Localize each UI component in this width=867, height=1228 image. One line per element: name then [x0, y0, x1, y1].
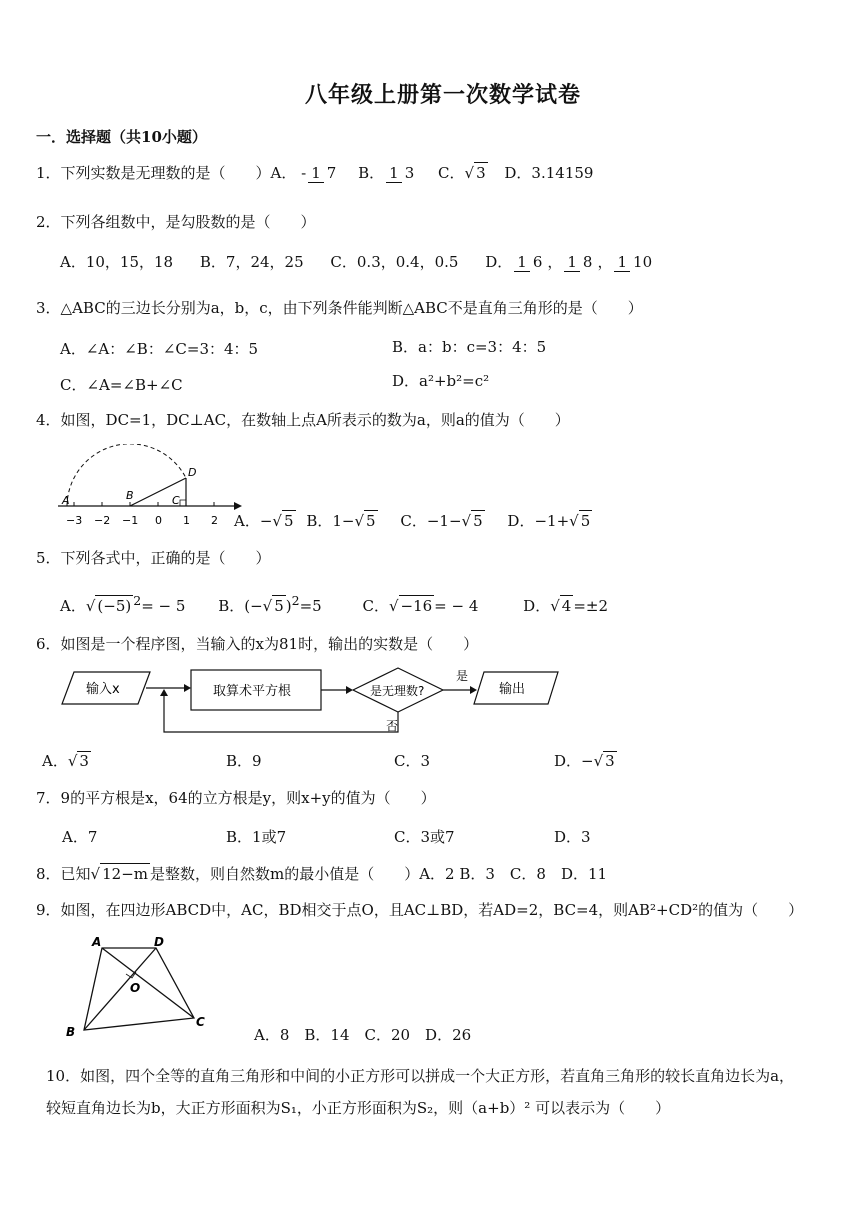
page-title: 八年级上册第一次数学试卷	[305, 82, 582, 108]
q4-a-label: A．	[234, 512, 260, 530]
q1-c-label: C．	[438, 164, 465, 182]
q4-a-sqrt: √ 5	[272, 512, 294, 530]
question-8	[36, 863, 607, 884]
q1-b-fraction: 1 3	[386, 165, 417, 183]
q3-d: D．a²+b²=c²	[392, 372, 490, 390]
q9-label-c: C	[196, 1015, 205, 1029]
q1-a-sign: -	[301, 164, 307, 182]
flow-input-label: 输入x	[86, 682, 120, 697]
q5-b-label: B．	[218, 597, 245, 615]
q5-b-exponent: 2	[291, 593, 300, 608]
q4-b-label: B．	[306, 512, 333, 530]
q9-label-o: O	[130, 981, 141, 995]
q4-label-d: D	[188, 466, 197, 479]
q4-c-sqrt: √ 5	[461, 512, 483, 530]
q5-d-rest: =±2	[573, 597, 608, 615]
question-1	[36, 162, 593, 183]
q4-number-line-figure	[56, 444, 242, 530]
q5-c-rest: = − 4	[434, 597, 479, 615]
q4-b-prefix: 1−	[332, 512, 355, 530]
q1-stem: 1．下列实数是无理数的是（ ）A．	[36, 164, 297, 182]
q2-b: B．7，24，25	[199, 253, 304, 271]
q6-flowchart	[58, 664, 562, 738]
q4-d-sqrt: √ 5	[569, 512, 591, 530]
q4-label-a: A	[62, 494, 70, 507]
q4-tick-3: 0	[155, 514, 162, 527]
flow-yes-label: 是	[456, 669, 469, 683]
q2-d-fraction-3: 1 10	[614, 254, 655, 272]
q3-a: A．∠A：∠B：∠C=3：4：5	[60, 340, 259, 358]
q9-options: A．8 B．14 C．20 D．26	[254, 1026, 472, 1044]
q1-d: D．3.14159	[504, 164, 594, 182]
q8-sqrt: √ 12−m	[90, 865, 148, 883]
q2-c: C．0.3，0.4，0.5	[330, 253, 459, 271]
q5-b-paren: )	[285, 597, 292, 615]
q4-d-prefix: −1+	[534, 512, 570, 530]
q4-tick-1: −2	[94, 514, 111, 527]
q1-b-label: B．	[358, 164, 385, 182]
q4-d-label: D．	[507, 512, 535, 530]
q5-d-sqrt: √ 4	[550, 597, 572, 615]
q3-b: B．a：b：c=3：4：5	[392, 338, 547, 356]
q5-options	[60, 591, 608, 616]
q4-tick-2: −1	[122, 514, 139, 527]
q6-c: C．3	[394, 752, 431, 770]
flow-output-label: 输出	[499, 682, 526, 697]
q2-d-comma-1: ，	[547, 253, 563, 271]
q5-d-label: D．	[523, 597, 551, 615]
q4-c-label: C．	[400, 512, 427, 530]
q7-c: C．3或7	[394, 828, 455, 846]
question-9-stem: 9．如图，在四边形ABCD中，AC，BD相交于点O，且AC⊥BD，若AD=2，BC=4，则AB²+CD²的值为（ ）	[36, 901, 804, 919]
question-7-stem: 7．9的平方根是x，64的立方根是y，则x+y的值为（ ）	[36, 789, 436, 807]
question-10-line-2: 较短直角边长为b，大正方形面积为S₁，小正方形面积为S₂，则（a+b）² 可以表示为（ ）	[46, 1099, 671, 1117]
q4-tick-0: −3	[66, 514, 83, 527]
q5-a-exponent: 2	[133, 593, 142, 608]
q4-tick-5: 2	[211, 514, 218, 527]
q4-c-prefix: −1−	[426, 512, 462, 530]
q6-d: D．−√ 3	[554, 752, 615, 770]
q9-label-a: A	[92, 935, 102, 949]
q4-a-sign: −	[259, 512, 273, 530]
flow-process-label: 取算术平方根	[213, 684, 292, 699]
q4-options	[234, 510, 592, 531]
q9-quadrilateral-figure	[62, 934, 212, 1038]
q5-a-sqrt: √ (−5)	[85, 597, 132, 615]
q1-a-fraction: 1 7	[308, 165, 339, 183]
q5-b-rest: =5	[299, 597, 322, 615]
question-2-options	[60, 252, 657, 272]
question-2-stem: 2．下列各组数中，是勾股数的是（ ）	[36, 213, 316, 231]
question-5-stem: 5．下列各式中，正确的是（ ）	[36, 549, 271, 567]
q2-d-fraction-1: 1 6	[514, 254, 545, 272]
question-6-stem: 6．如图是一个程序图，当输入的x为81时，输出的实数是（ ）	[36, 635, 479, 653]
q2-a: A．10，15，18	[60, 253, 174, 271]
q5-c-sqrt: √ −16	[388, 597, 433, 615]
q3-c: C．∠A=∠B+∠C	[60, 376, 183, 394]
q7-d: D．3	[554, 828, 591, 846]
q5-a-rest: = − 5	[141, 597, 186, 615]
question-4-stem: 4．如图，DC=1，DC⊥AC，在数轴上点A所表示的数为a，则a的值为（ ）	[36, 411, 570, 429]
flow-no-label: 否	[386, 719, 399, 733]
q5-c-label: C．	[362, 597, 389, 615]
q5-a-label: A．	[60, 597, 86, 615]
question-10-line-1: 10．如图，四个全等的直角三角形和中间的小正方形可以拼成一个大正方形，若直角三角形的较长直角边长为a，	[46, 1067, 795, 1085]
section-heading: 一．选择题（共10小题）	[36, 128, 207, 146]
q7-b: B．1或7	[226, 828, 287, 846]
q9-label-b: B	[66, 1025, 76, 1038]
q8-rest: 是整数，则自然数m的最小值是（ ）A．2 B．3 C．8 D．11	[150, 865, 608, 883]
q2-d-comma-2: ，	[597, 253, 613, 271]
q6-a: A．√ 3	[42, 752, 89, 770]
flow-decision-label: 是无理数?	[370, 684, 425, 698]
q2-d-label: D．	[485, 253, 513, 271]
q4-b-sqrt: √ 5	[354, 512, 376, 530]
q8-prefix: 8．已知	[36, 865, 91, 883]
q1-c-sqrt: √ 3	[464, 164, 486, 182]
q4-label-b: B	[126, 489, 134, 502]
q7-a: A．7	[62, 828, 98, 846]
q4-tick-4: 1	[183, 514, 190, 527]
q6-b: B．9	[226, 752, 262, 770]
question-3-stem: 3．△ABC的三边长分别为a，b，c，由下列条件能判断△ABC不是直角三角形的是（ ）	[36, 299, 643, 317]
q5-b-prefix: (−	[244, 597, 263, 615]
q2-d-fraction-2: 1 8	[564, 254, 595, 272]
q5-b-sqrt: √ 5	[262, 597, 284, 615]
q4-label-c: C	[172, 494, 180, 507]
q9-label-d: D	[154, 935, 164, 949]
